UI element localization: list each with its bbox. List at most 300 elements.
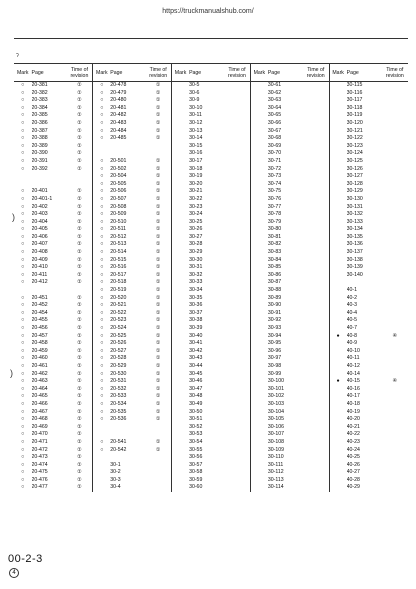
entry-page: 30-57 [189,461,203,468]
revision-value: ① [77,423,82,430]
entry-revision [382,112,408,120]
entry-mark [329,105,347,113]
col-header-mark: Mark [14,64,32,82]
entry-page: 40-22 [346,431,360,438]
table-row [14,188,408,196]
table-row [14,204,408,212]
entry-mark: ○ [21,317,25,324]
entry-page: 20-467 [31,408,48,415]
entry-revision [224,355,250,363]
entry-page: 30-20 [189,180,203,187]
entry-mark: ○ [93,302,111,310]
entry-mark [329,431,347,439]
entry-page [32,173,67,181]
entry-mark [250,416,268,424]
entry-revision [303,128,329,136]
revision-value: ① [155,89,161,96]
revision-value: ① [155,157,161,164]
entry-revision [382,264,408,272]
entry-page: 30-77 [267,203,282,210]
entry-revision [303,204,329,212]
entry-page: 30-31 [189,264,203,271]
entry-revision [145,386,171,394]
entry-revision [67,272,93,280]
entry-page: 20-533 [110,393,127,400]
entry-page: 20-484 [110,127,127,134]
revision-value: ① [77,347,82,354]
entry-mark: ○ [93,173,111,181]
entry-page: 20-470 [31,431,48,438]
entry-page: 20-456 [31,325,48,331]
entry-mark [250,219,268,227]
entry-page [110,150,145,158]
entry-mark: ○ [21,370,25,377]
entry-page: 20-478 [110,82,127,88]
entry-page: 40-2 [346,294,358,301]
entry-mark [172,166,190,174]
col-header-revision-line2: revision [385,72,404,79]
entry-page: 30-137 [346,249,363,256]
entry-page: 20-458 [31,340,48,347]
revision-value: ① [77,378,82,385]
entry-revision [67,393,93,401]
revision-value: ① [77,211,82,218]
revision-value: ① [155,317,161,324]
table-row [14,226,408,234]
entry-page: 20-404 [31,218,48,225]
entry-revision [382,82,408,90]
entry-page: 30-107 [267,431,284,438]
entry-revision [145,219,171,227]
entry-revision [224,234,250,242]
entry-revision [303,477,329,485]
entry-page: 40-18 [346,400,360,407]
entry-mark: ○ [21,271,25,278]
entry-revision [224,378,250,386]
table-row [14,416,408,424]
entry-revision [382,348,408,356]
entry-mark [172,302,190,310]
entry-mark: ○ [21,195,25,202]
entry-page: 20-407 [31,241,48,248]
entry-revision [382,371,408,379]
entry-page: 20-530 [110,370,127,377]
entry-revision [382,295,408,303]
entry-page: 20-482 [110,112,127,119]
entry-page: 40-16 [346,385,360,392]
entry-mark [329,196,347,204]
entry-page: 30-25 [189,218,203,225]
entry-revision [67,484,93,492]
entry-mark [250,226,268,234]
entry-revision [145,249,171,257]
entry-mark: ○ [21,249,25,256]
entry-page: 30-48 [189,393,203,400]
entry-revision [145,166,171,174]
entry-revision [67,166,93,174]
entry-page: 40-19 [346,408,360,415]
entry-mark [172,150,190,158]
col-header-revision-line1: Time of [70,66,88,73]
entry-revision [224,173,250,181]
entry-page: 30-89 [267,294,282,301]
entry-revision [303,340,329,348]
entry-revision [145,181,171,189]
entry-page: 30-99 [267,370,282,377]
revision-value: ① [155,340,161,347]
entry-revision [224,310,250,318]
entry-page: 30-76 [267,195,282,202]
entry-page: 30-120 [346,119,363,126]
entry-page: 20-479 [110,89,127,96]
entry-revision [382,150,408,158]
entry-mark: ○ [93,196,111,204]
entry-revision [67,219,93,227]
entry-revision [382,105,408,113]
entry-mark [93,424,111,432]
entry-page: 20-518 [110,279,127,286]
entry-mark [329,295,347,303]
table-row [14,135,408,143]
entry-page: 20-384 [31,104,48,111]
entry-mark: ○ [21,294,25,301]
revision-value: ① [155,302,161,309]
binding-mark: ˀ [16,52,19,61]
revision-value: ① [77,271,82,278]
entry-mark: ○ [93,340,111,348]
entry-page: 20-532 [110,385,127,392]
entry-revision [145,196,171,204]
entry-revision [382,196,408,204]
entry-mark [329,348,347,356]
revision-value: ① [77,484,82,491]
entry-page: 20-451 [31,294,48,301]
entry-revision [382,431,408,439]
entry-page: 20-406 [31,233,48,240]
entry-mark [172,105,190,113]
entry-page: 20-535 [110,408,127,415]
entry-page: 30-79 [267,218,282,225]
entry-mark [250,82,268,90]
entry-revision [67,196,93,204]
col-header-page: Page [268,64,303,82]
revision-value: ① [77,195,82,202]
entry-revision [303,219,329,227]
entry-mark [172,279,190,287]
entry-mark [329,469,347,477]
entry-mark [329,204,347,212]
entry-revision [145,447,171,455]
entry-page: 40-9 [346,340,358,347]
entry-mark [172,310,190,318]
revision-value: ① [155,218,161,225]
entry-revision [67,226,93,234]
entry-revision [303,371,329,379]
entry-page: 30-81 [267,233,282,240]
table-body [14,82,408,493]
entry-revision [303,143,329,151]
entry-mark: ○ [93,348,111,356]
entry-mark: ○ [93,128,111,136]
entry-revision [145,287,171,295]
entry-revision [224,188,250,196]
entry-mark [172,333,190,341]
entry-mark [329,257,347,265]
revision-value: ① [77,446,82,453]
entry-mark: ○ [21,438,25,445]
entry-revision [382,333,408,341]
table-row [14,264,408,272]
entry-mark [250,150,268,158]
margin-mark: ) [10,368,13,378]
entry-page: 20-463 [31,378,48,385]
table-row [14,378,408,386]
entry-page: 30-11 [189,112,202,119]
entry-mark [329,90,347,98]
entry-mark: ○ [21,355,25,362]
entry-revision [382,279,408,287]
entry-revision [303,447,329,455]
entry-page: 40-11 [346,355,360,362]
entry-page: 30-136 [346,241,363,248]
entry-mark [250,158,268,166]
entry-page: 40-21 [346,423,360,430]
entry-revision [224,128,250,136]
entry-page: 20-507 [110,195,127,202]
entry-page: 30-60 [189,484,203,491]
entry-page: 20-480 [110,97,127,104]
entry-revision [303,401,329,409]
entry-page [110,424,145,432]
entry-revision [224,97,250,105]
entry-revision [303,120,329,128]
entry-page: 30-139 [346,264,363,271]
entry-mark [250,120,268,128]
entry-page: 30-127 [346,173,363,180]
entry-page: 30-36 [189,302,203,309]
entry-revision [303,424,329,432]
entry-revision [303,363,329,371]
entry-page: 30-91 [267,309,282,316]
entry-mark: ○ [21,82,25,88]
entry-mark: ○ [93,333,111,341]
revision-value: ① [155,325,161,331]
revision-value: ① [155,97,161,104]
table-row [14,257,408,265]
entry-mark [329,363,347,371]
entry-mark: ○ [93,82,111,90]
entry-mark [172,173,190,181]
revision-value: ① [155,226,161,233]
entry-mark [250,257,268,265]
revision-value: ① [77,393,82,400]
entry-mark [329,355,347,363]
entry-page: 20-402 [31,203,48,210]
entry-mark [250,401,268,409]
entry-mark: ○ [93,355,111,363]
entry-revision [67,279,93,287]
entry-revision [145,462,171,470]
entry-revision [224,340,250,348]
entry-page: 20-459 [31,347,48,354]
table-row [14,173,408,181]
revision-value: ① [155,362,161,369]
entry-page: 30-131 [346,203,363,210]
revision-value: ① [77,82,82,88]
entry-revision [382,226,408,234]
entry-revision [382,340,408,348]
entry-page: 30-93 [267,325,282,331]
entry-page: 20-452 [31,302,48,309]
revision-value: ① [77,476,82,483]
entry-mark [329,264,347,272]
entry-revision [303,462,329,470]
table-row [14,219,408,227]
entry-page: 20-401 [31,188,48,195]
entry-revision [67,241,93,249]
entry-page: 30-21 [189,188,203,195]
entry-revision [303,158,329,166]
entry-page: 30-29 [189,249,203,256]
entry-revision [382,454,408,462]
entry-mark [250,424,268,432]
entry-revision [224,181,250,189]
entry-revision [303,333,329,341]
entry-revision [145,211,171,219]
entry-revision [382,287,408,295]
table-row [14,310,408,318]
entry-page: 20-512 [110,233,127,240]
col-header-revision-line2: revision [149,72,168,79]
entry-page: 20-523 [110,317,127,324]
entry-page: 30-118 [346,104,363,111]
entry-page: 30-10 [189,104,203,111]
entry-mark [329,211,347,219]
entry-page: 30-56 [189,454,203,461]
entry-mark: ○ [93,241,111,249]
entry-mark [93,484,111,492]
entry-revision [224,226,250,234]
entry-mark: ○ [93,204,111,212]
entry-mark [172,272,190,280]
entry-revision [382,416,408,424]
entry-revision [303,105,329,113]
entry-mark: ○ [93,295,111,303]
entry-revision [303,196,329,204]
revision-value: ① [77,157,82,164]
entry-page: 20-531 [110,378,127,385]
entry-page: 30-72 [267,165,282,172]
entry-mark [250,196,268,204]
entry-page: 30-41 [189,340,203,347]
revision-value: ① [77,135,82,142]
entry-page: 30-68 [267,135,282,142]
entry-mark [250,287,268,295]
entry-mark [172,431,190,439]
table-header-row [14,64,408,82]
entry-revision [67,462,93,470]
entry-revision [224,302,250,310]
entry-page: 30-2 [110,469,121,476]
entry-page: 30-96 [267,347,282,354]
entry-revision [67,378,93,386]
entry-page: 30-94 [267,332,282,339]
entry-page: 30-6 [189,89,200,96]
revision-value: ① [77,119,82,126]
entry-revision [224,371,250,379]
entry-page: 20-412 [31,279,48,286]
table-row [14,105,408,113]
entry-page: 30-125 [346,157,363,164]
entry-mark: ○ [93,409,111,417]
entry-revision [303,188,329,196]
entry-mark [250,181,268,189]
entry-page: 30-119 [346,112,363,119]
entry-page: 20-454 [31,309,48,316]
entry-revision [224,439,250,447]
revision-value: ① [77,469,82,476]
revision-value: ① [155,332,161,339]
entry-revision [145,416,171,424]
entry-page: 20-411 [31,271,48,278]
entry-mark: ○ [21,233,25,240]
entry-mark [329,272,347,280]
revision-value: ① [77,112,82,119]
entry-mark [250,386,268,394]
entry-mark: ○ [21,142,25,149]
entry-page: 20-462 [31,370,48,377]
entry-revision [145,355,171,363]
entry-page: 30-121 [346,127,363,134]
entry-page: 30-75 [267,188,282,195]
entry-revision [67,325,93,333]
entry-mark [172,97,190,105]
entry-page: 20-534 [110,400,127,407]
entry-revision [145,128,171,136]
entry-mark [329,325,347,333]
entry-mark: ○ [93,249,111,257]
entry-page: 20-516 [110,264,127,271]
entry-page: 20-508 [110,203,127,210]
entry-page: 30-62 [267,89,282,96]
entry-mark [250,371,268,379]
entry-mark: ○ [93,226,111,234]
entry-mark: ○ [93,105,111,113]
entry-page: 40-10 [346,347,360,354]
entry-page: 20-385 [31,112,48,119]
entry-mark [329,340,347,348]
entry-revision [224,249,250,257]
entry-page: 20-401-1 [31,195,53,202]
entry-page: 40-8 [346,332,358,339]
entry-mark [250,317,268,325]
entry-mark [329,462,347,470]
revision-value: ① [77,127,82,134]
revision-value: ① [77,97,82,104]
entry-revision [67,112,93,120]
table-row [14,97,408,105]
entry-revision [224,393,250,401]
entry-mark [250,333,268,341]
entry-mark: ○ [21,127,25,134]
entry-revision [382,143,408,151]
entry-revision [67,287,93,295]
entry-revision [382,310,408,318]
entry-revision [224,431,250,439]
entry-revision [67,82,93,90]
entry-page: 40-23 [346,438,360,445]
entry-mark: ○ [93,279,111,287]
